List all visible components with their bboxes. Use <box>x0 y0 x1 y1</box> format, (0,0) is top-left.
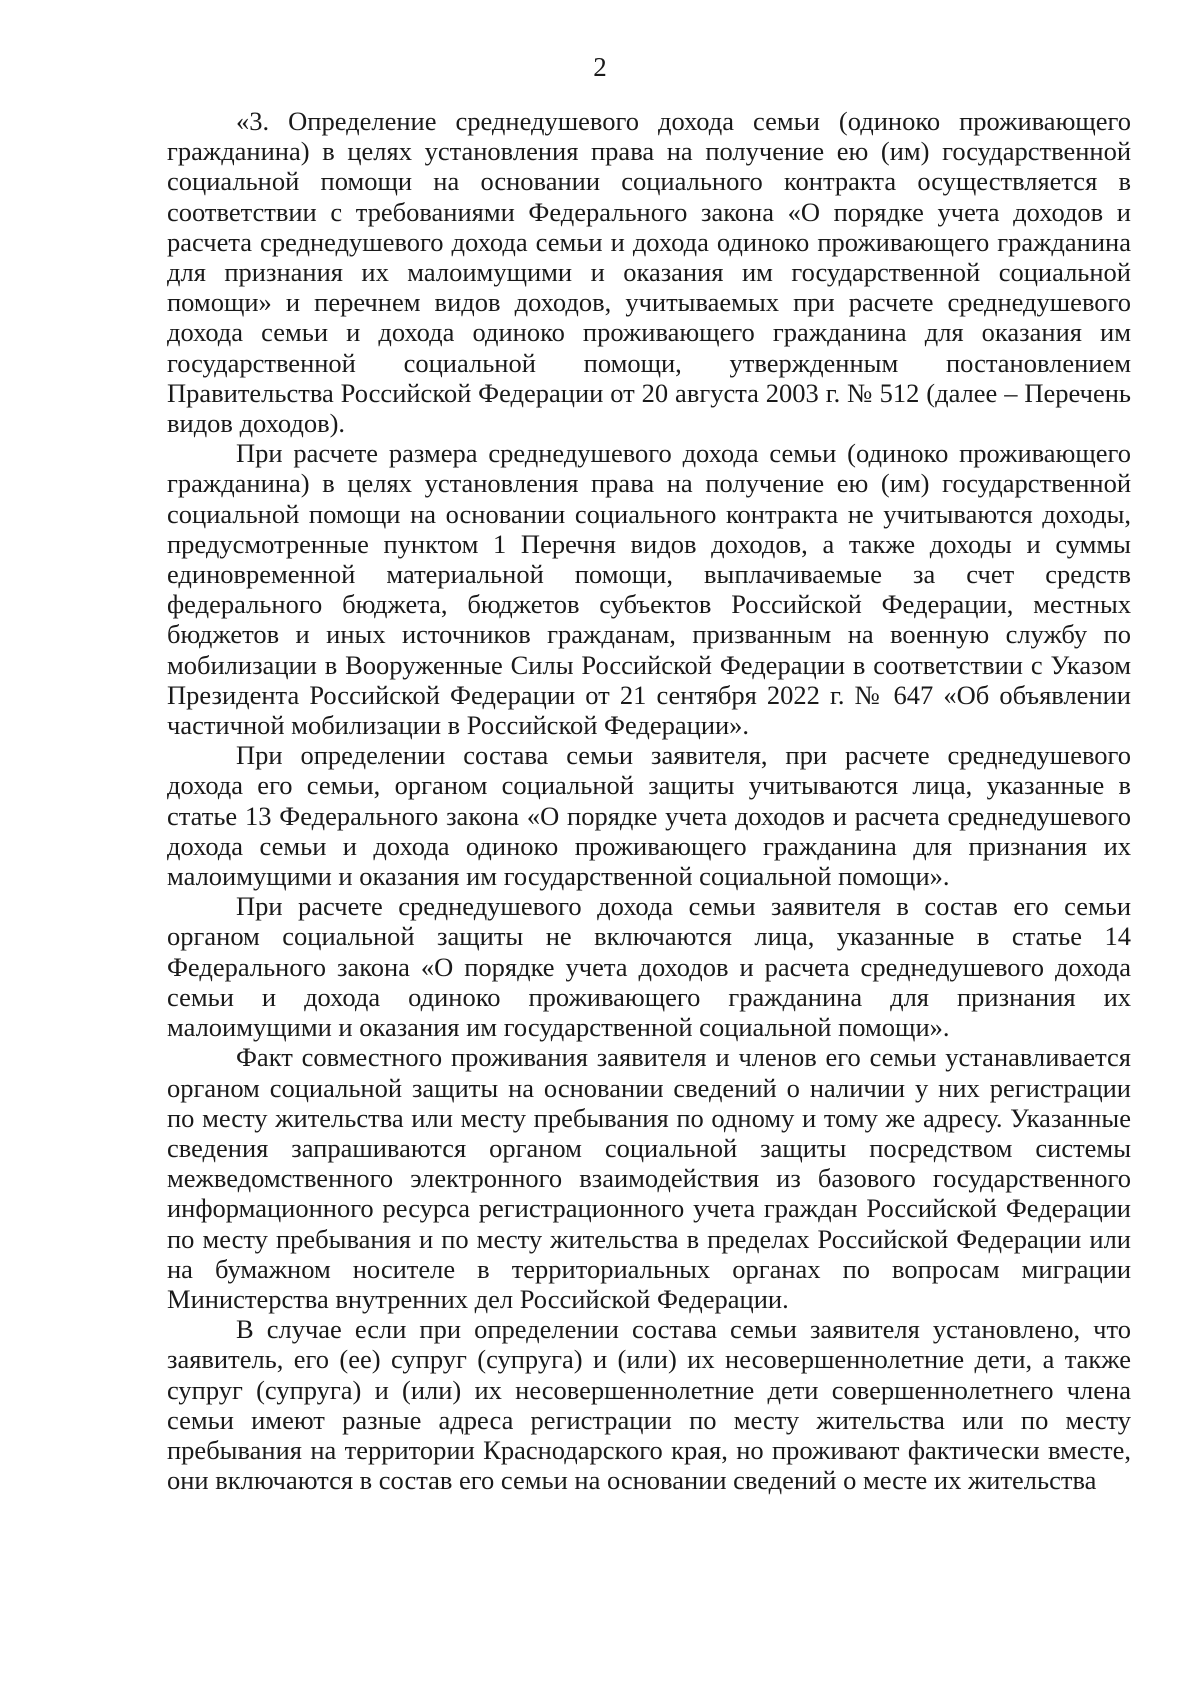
paragraph-4: При расчете среднедушевого дохода семьи заявителя в состав его семьи органом социальной защиты не включаются лица, указанные в статье 14 Федерального закона «О порядке учета доходов и расчета среднедушевого дохода семьи и дохода одиноко проживающего гражданина для признания их малоимущими и оказания им государственной социальной помощи». <box>167 891 1131 1043</box>
paragraph-6: В случае если при определении состава семьи заявителя установлено, что заявитель, его (ее) супруг (супруга) и (или) их несовершеннолетние дети, а также супруг (супруга) и (или) их несовершеннолетние дети совершеннолетнего члена семьи имеют разные адреса регистрации по месту жительства или по месту пребывания на территории Краснодарского края, но проживают фактически вместе, они включаются в состав его семьи на основании сведений о месте их жительства <box>167 1314 1131 1496</box>
paragraph-1: «3. Определение среднедушевого дохода семьи (одиноко проживающего гражданина) в целях установления права на получение ею (им) государственной социальной помощи на основании социального контракта осуществляется в соответствии с требованиями Федерального закона «О порядке учета доходов и расчета среднедушевого дохода семьи и дохода одиноко проживающего гражданина для признания их малоимущими и оказания им государственной социальной помощи» и перечнем видов доходов, учитываемых при расчете среднедушевого дохода семьи и дохода одиноко проживающего гражданина для оказания им государственной социальной помощи, утвержденным постановлением Правительства Российской Федерации от 20 августа 2003 г. № 512 (далее – Перечень видов доходов). <box>167 106 1131 439</box>
paragraph-5: Факт совместного проживания заявителя и членов его семьи устанавливается органом социальной защиты на основании сведений о наличии у них регистрации по месту жительства или месту пребывания по одному и тому же адресу. Указанные сведения запрашиваются органом социальной защиты посредством системы межведомственного электронного взаимодействия из базового государственного информационного ресурса регистрационного учета граждан Российской Федерации по месту пребывания и по месту жительства в пределах Российской Федерации или на бумажном носителе в территориальных органах по вопросам миграции Министерства внутренних дел Российской Федерации. <box>167 1042 1131 1314</box>
document-body <box>167 106 1131 1495</box>
page-number: 2 <box>593 52 607 82</box>
paragraph-3: При определении состава семьи заявителя, при расчете среднедушевого дохода его семьи, органом социальной защиты учитываются лица, указанные в статье 13 Федерального закона «О порядке учета доходов и расчета среднедушевого дохода семьи и дохода одиноко проживающего гражданина для признания их малоимущими и оказания им государственной социальной помощи». <box>167 740 1131 892</box>
paragraph-2: При расчете размера среднедушевого дохода семьи (одиноко проживающего гражданина) в целях установления права на получение ею (им) государственной социальной помощи на основании социального контракта не учитываются доходы, предусмотренные пунктом 1 Перечня видов доходов, а также доходы и суммы единовременной материальной помощи, выплачиваемые за счет средств федерального бюджета, бюджетов субъектов Российской Федерации, местных бюджетов и иных источников гражданам, призванным на военную службу по мобилизации в Вооруженные Силы Российской Федерации в соответствии с Указом Президента Российской Федерации от 21 сентября 2022 г. № 647 «Об объявлении частичной мобилизации в Российской Федерации». <box>167 438 1131 741</box>
